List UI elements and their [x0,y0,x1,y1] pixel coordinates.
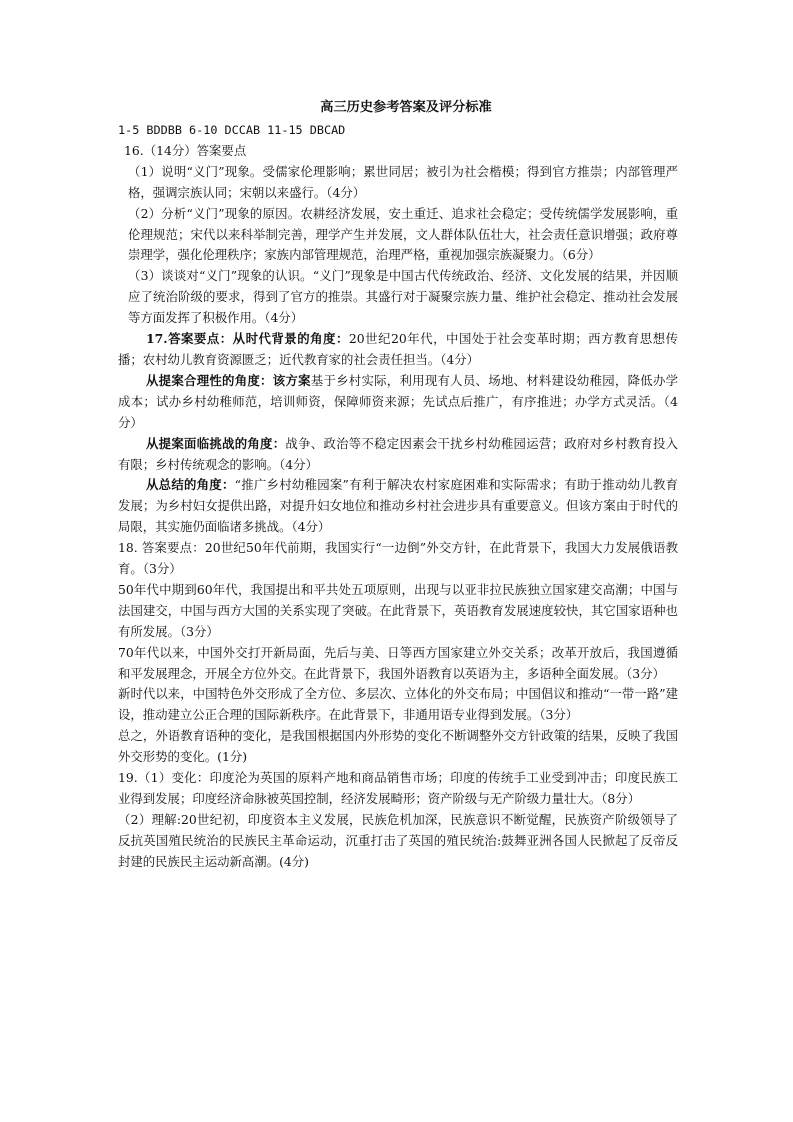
q16-part1: （1）说明“义门”现象。受儒家伦理影响；累世同居；被引为社会楷模；得到官方推崇；内部管理严格，强调宗族认同；宋朝以来盛行。（4分） [128,163,678,200]
document-title: 高三历史参考答案及评分标准 [320,100,492,115]
q16-part2: （2）分析“义门”现象的原因。农耕经济发展，安土重迁、追求社会稳定；受传统儒学发展影响，重伦理规范；宋代以来科举制完善，理学产生并发展，文人群体队伍壮大，社会责任意识增强；政府尊崇理学，强化伦理秩序；家族内部管理规范，治理严格，重视加强宗族凝聚力。（6分） [128,205,678,263]
q17-section-summary [118,475,678,538]
q19-part2: （2）理解:20世纪初，印度资本主义发展，民族危机加深，民族意识不断觉醒，民族资产阶级领导了反抗英国殖民统治的民族民主革命运动，沉重打击了英国的殖民统治:鼓舞亚洲各国人民掀起了反帝反封建的民族民主运动新高潮。(4分) [118,811,678,869]
q18-part1: 18. 答案要点：20世纪50年代前期，我国实行“一边倒”外交方针，在此背景下，我国大力发展俄语教育。（3分） [118,540,678,577]
q17-s4-text: “推广乡村幼稚园案”有利于解决农村家庭困难和实际需求；有助于推动幼儿教育发展；为乡村妇女提供出路，对提升妇女地位和推动乡村社会进步具有重要意义。但该方案由于时代的局限，其实施仍面临诸多挑战。（4分） [118,477,679,535]
answer-document [118,98,678,873]
q17-section-rationality [118,371,678,434]
q16-part3: （3）谈谈对“义门”现象的认识。“义门”现象是中国古代传统政治、经济、文化发展的结果，并因顺应了统治阶级的要求，得到了官方的推崇。其盛行对于凝聚宗族力量、维护社会稳定、推动社会发展等方面发挥了积极作用。（4分） [128,268,678,326]
q17-s3-label: 从提案面临挑战的角度： [146,435,286,451]
q17-s2-label: 从提案合理性的角度：该方案 [146,372,311,388]
q17-s1-label: 17.答案要点：从时代背景的角度： [146,331,349,347]
q18-part2: 50年代中期到60年代，我国提出和平共处五项原则，出现与以亚非拉民族独立国家建交高潮；中国与法国建交，中国与西方大国的关系实现了突破。在此背景下，英语教育发展速度较快，其它国家语种也有所发展。（3分） [118,581,678,639]
q17-section-background [118,329,678,371]
q16-header: 16.（14分）答案要点 [124,142,247,158]
q18-summary: 总之，外语教育语种的变化，是我国根据国内外形势的变化不断调整外交方针政策的结果，反映了我国外交形势的变化。(1分) [118,728,678,765]
choice-answers: 1-5 BDDBB 6-10 DCCAB 11-15 DBCAD [118,123,346,137]
q18-part3: 70年代以来，中国外交打开新局面，先后与美、日等西方国家建立外交关系；改革开放后，我国遵循和平发展理念，开展全方位外交。在此背景下，我国外语教育以英语为主，多语种全面发展。（3分） [118,644,678,681]
q19-part1: 19.（1）变化：印度沦为英国的原料产地和商品销售市场；印度的传统手工业受到冲击；印度民族工业得到发展；印度经济命脉被英国控制，经济发展畸形；资产阶级与无产阶级力量壮大。（8分） [118,770,678,806]
q17-s2-text: 基于乡村实际，利用现有人员、场地、材料建设幼稚园，降低办学成本；试办乡村幼稚师范，培训师资，保障师资来源；先试点后推广，有序推进；办学方式灵活。（4分） [118,372,679,430]
q17-section-challenges [118,434,678,476]
q17-s4-label: 从总结的角度： [146,477,235,493]
q17-s3-text: 战争、政治等不稳定因素会干扰乡村幼稚园运营；政府对乡村教育投入有限；乡村传统观念的影响。（4分） [118,435,679,472]
q18-part4: 新时代以来，中国特色外交形成了全方位、多层次、立体化的外交布局；中国倡议和推动“一带一路”建设，推动建立公正合理的国际新秩序。在此背景下，非通用语专业得到发展。（3分） [118,686,678,723]
q17-s1-text: 20世纪20年代，中国处于社会变革时期；西方教育思想传播；农村幼儿教育资源匮乏；近代教育家的社会责任担当。（4分） [118,331,678,367]
